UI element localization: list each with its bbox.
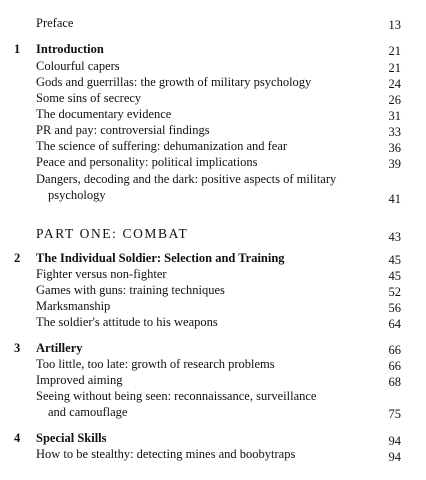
page-number: 45 — [388, 253, 401, 267]
chapter-number: 4 — [14, 431, 21, 445]
page-number: 94 — [388, 434, 401, 448]
page-number: 21 — [388, 44, 401, 58]
page-number: 36 — [388, 141, 401, 155]
entry-title: Games with guns: training techniques — [36, 283, 225, 297]
entry-title-continued: psychology — [48, 188, 106, 202]
entry-title-continued: and camouflage — [48, 405, 128, 419]
entry-title: Marksmanship — [36, 299, 111, 313]
entry-title: How to be stealthy: detecting mines and boobytraps — [36, 447, 296, 461]
entry-title: Peace and personality: political implications — [36, 155, 258, 169]
page-number: 56 — [388, 301, 401, 315]
page-number: 94 — [388, 450, 401, 464]
chapter-number: 2 — [14, 251, 21, 265]
entry-title: PART ONE: COMBAT — [36, 226, 189, 241]
page-number: 52 — [388, 285, 401, 299]
chapter-number: 1 — [14, 42, 21, 56]
entry-title: The soldier's attitude to his weapons — [36, 315, 218, 329]
entry-title: Introduction — [36, 42, 104, 56]
entry-title: The documentary evidence — [36, 107, 172, 121]
page-number: 26 — [388, 93, 401, 107]
page-number: 21 — [388, 61, 401, 75]
chapter-number: 3 — [14, 341, 21, 355]
entry-title: Preface — [36, 16, 74, 30]
entry-title: Special Skills — [36, 431, 107, 445]
page-number: 33 — [388, 125, 401, 139]
page-number: 45 — [388, 269, 401, 283]
page-number: 66 — [388, 343, 401, 357]
entry-title: Seeing without being seen: reconnaissance, surveillance — [36, 389, 317, 403]
entry-title: The Individual Soldier: Selection and Training — [36, 251, 285, 265]
entry-title: Improved aiming — [36, 373, 123, 387]
entry-title: Artillery — [36, 341, 83, 355]
entry-title: PR and pay: controversial findings — [36, 123, 210, 137]
page-number: 75 — [388, 407, 401, 421]
page-number: 64 — [388, 317, 401, 331]
entry-title: Colourful capers — [36, 59, 120, 73]
page-number: 66 — [388, 359, 401, 373]
page-number: 39 — [388, 157, 401, 171]
entry-title: Gods and guerrillas: the growth of military psychology — [36, 75, 312, 89]
page-number: 43 — [388, 230, 401, 244]
page-number: 68 — [388, 375, 401, 389]
page-number: 24 — [388, 77, 401, 91]
entry-title: Fighter versus non-fighter — [36, 267, 167, 281]
entry-title: The science of suffering: dehumanization and fear — [36, 139, 288, 153]
page-number: 31 — [388, 109, 401, 123]
entry-title: Dangers, decoding and the dark: positive aspects of military — [36, 172, 337, 186]
page-number: 41 — [388, 192, 401, 206]
entry-title: Too little, too late: growth of research problems — [36, 357, 275, 371]
entry-title: Some sins of secrecy — [36, 91, 142, 105]
page-number: 13 — [388, 18, 401, 32]
